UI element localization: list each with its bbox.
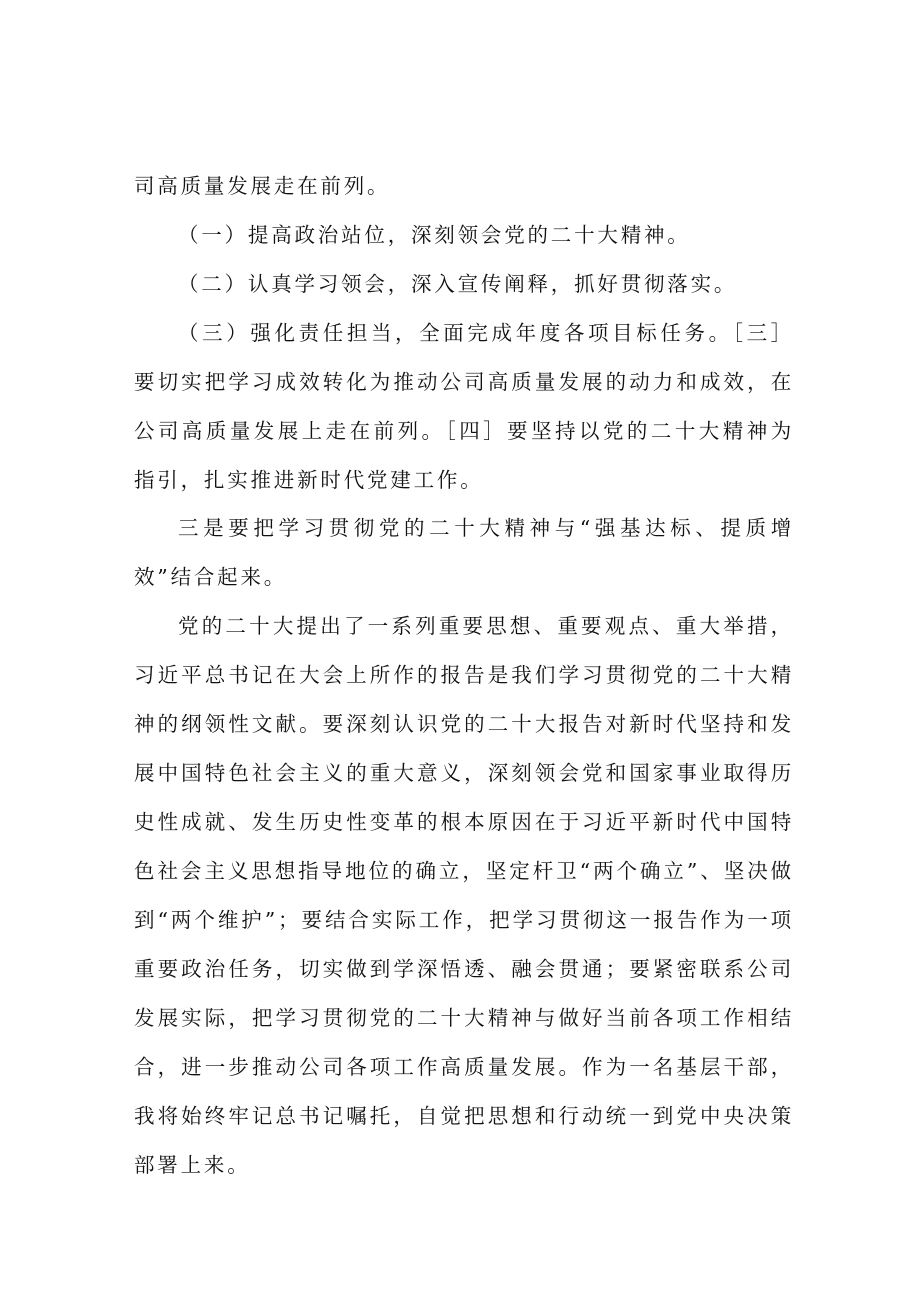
paragraph-continuation: 司高质量发展走在前列。 — [134, 174, 391, 198]
paragraph-item-2: （二）认真学习领会，深入宣传阐释，抓好贯彻落实。 — [178, 272, 738, 296]
paragraph-item-1: （一）提高政治站位，深刻领会党的二十大精神。 — [178, 223, 691, 247]
paragraph-item-3: （三）强化责任担当，全面完成年度各项目标任务。［三］要切实把学习成效转化为推动公司高质量发展的动力和成效，在公司高质量发展上走在前列。［四］要坚持以党的二十大精神为指引，扎实推进新时代党建工作。 — [134, 321, 794, 492]
paragraph-point-three: 三是要把学习贯彻党的二十大精神与“强基达标、提质增效”结合起来。 — [134, 516, 794, 589]
paragraph-body: 党的二十大提出了一系列重要思想、重要观点、重大举措，习近平总书记在大会上所作的报告是我们学习贯彻党的二十大精神的纲领性文献。要深刻认识党的二十大报告对新时代坚持和发展中国特色社会主义的重大意义，深刻领会党和国家事业取得历史性成就、发生历史性变革的根本原因在于习近平新时代中国特色社会主义思想指导地位的确立，坚定杆卫“两个确立”、坚决做到“两个维护”；要结合实际工作，把学习贯彻这一报告作为一项重要政治任务，切实做到学深悟透、融会贯通；要紧密联系公司发展实际，把学习贯彻党的二十大精神与做好当前各项工作相结合，进一步推动公司各项工作高质量发展。作为一名基层干部，我将始终牢记总书记嘱托，自觉把思想和行动统一到党中央决策部署上来。 — [134, 614, 794, 1177]
